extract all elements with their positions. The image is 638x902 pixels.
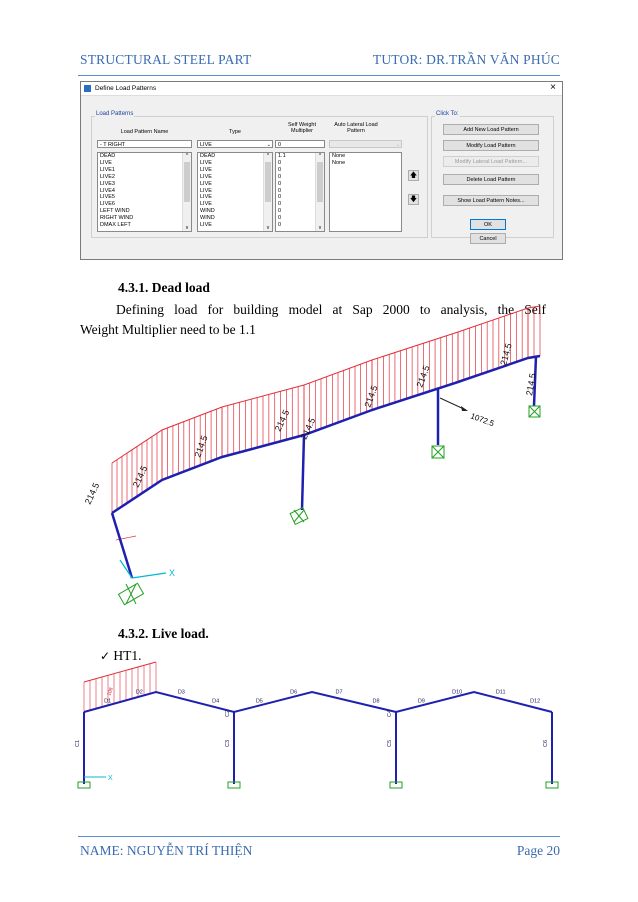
load-patterns-group-label: Load Patterns	[96, 111, 134, 117]
types-scrollbar[interactable]: ^ v	[263, 153, 272, 231]
section-heading-dead-load: 4.3.1. Dead load	[118, 280, 210, 295]
list-item-multiplier[interactable]: 0	[278, 194, 282, 201]
col-header-auto-lateral: Auto Lateral Load Pattern	[334, 122, 378, 134]
section-heading-live-load: 4.3.2. Live load.	[118, 626, 209, 641]
column-2	[302, 435, 304, 510]
modify-lateral-load-button[interactable]: Modify Lateral Load Pattern...	[443, 156, 539, 167]
live-load-label: 108	[106, 686, 115, 697]
column-label: C2	[225, 709, 231, 717]
load-value-label: 214.5	[272, 408, 292, 433]
list-item-type[interactable]: DEAD	[200, 153, 216, 159]
column-label: C5	[387, 739, 393, 747]
list-item-auto[interactable]: None	[332, 153, 346, 159]
column-label: C4	[387, 709, 393, 717]
move-down-button[interactable]: 🡇	[409, 196, 418, 203]
list-item-multiplier[interactable]: 0	[278, 201, 282, 208]
list-item-multiplier[interactable]: 0	[278, 215, 282, 222]
list-item-multiplier[interactable]: 0	[278, 159, 282, 166]
list-item-multiplier[interactable]: 0	[278, 222, 282, 229]
show-notes-button[interactable]: Show Load Pattern Notes...	[443, 195, 539, 206]
chevron-down-icon: ⌄	[266, 142, 271, 148]
member-labels	[75, 690, 549, 747]
beam-label: D12	[530, 698, 541, 705]
load-type-select[interactable]	[197, 140, 273, 148]
footer-right: Page 20	[516, 843, 560, 858]
point-load-label: 1072.5	[469, 411, 496, 429]
list-item-name[interactable]: RIGHT WIND	[100, 215, 134, 222]
bullet-ht1-text: HT1.	[113, 648, 142, 663]
list-item-name[interactable]: LIVE5	[100, 194, 115, 201]
load-value-label: 214.5	[298, 416, 318, 441]
header-left: STRUCTURAL STEEL PART	[80, 52, 252, 67]
list-item-type[interactable]: WIND	[200, 208, 215, 215]
beam-label: D9	[417, 698, 425, 705]
names-list[interactable]	[97, 152, 192, 232]
types-list[interactable]	[197, 152, 273, 232]
load-value-label: 214.5	[524, 372, 538, 397]
dialog-titlebar	[81, 82, 562, 96]
load-value-label: 214.5	[130, 464, 150, 489]
add-load-pattern-button[interactable]: Add New Load Pattern	[443, 124, 539, 135]
col-header-name: Load Pattern Name	[120, 129, 169, 135]
col-header-type: Type	[229, 129, 241, 135]
self-weight-input[interactable]: 0	[275, 140, 325, 148]
frame-columns	[84, 709, 552, 784]
define-load-patterns-dialog	[80, 81, 563, 260]
modify-load-pattern-button[interactable]: Modify Load Pattern	[443, 140, 539, 151]
beam-label: D7	[335, 689, 343, 696]
load-value-label: 214.5	[414, 364, 432, 389]
chevron-down-icon: ⌄	[395, 142, 400, 148]
distributed-load-hatch	[112, 306, 540, 540]
paragraph-line-2: Weight Multiplier need to be 1.1	[80, 322, 256, 337]
list-item-type[interactable]: LIVE	[200, 166, 212, 173]
load-value-label: 214.5	[82, 481, 102, 506]
list-item-type[interactable]: LIVE	[200, 201, 212, 208]
load-value-label: 214.5	[498, 342, 514, 367]
column-1	[112, 513, 132, 578]
list-item-type[interactable]: LIVE	[200, 222, 212, 229]
beam-label: D5	[255, 698, 263, 705]
load-pattern-name-input[interactable]: - T RIGHT	[97, 140, 192, 148]
multipliers-list[interactable]	[275, 152, 325, 232]
beam-label: D1	[104, 698, 112, 705]
column-label: C6	[543, 739, 549, 747]
click-to-label: Click To:	[436, 111, 459, 117]
axis-x-line	[132, 573, 166, 578]
list-item-name[interactable]: LIVE3	[100, 180, 115, 187]
list-item-name[interactable]: LIVE6	[100, 201, 115, 208]
dialog-title: Define Load Patterns	[95, 85, 157, 92]
beam-label: D6	[290, 689, 298, 696]
list-item-name[interactable]: LIVE	[100, 159, 112, 166]
list-item-multiplier[interactable]: 1.1	[278, 153, 286, 159]
list-item-name[interactable]: LIVE2	[100, 173, 115, 180]
list-item-type[interactable]: LIVE	[200, 180, 212, 187]
frame-member-path	[112, 356, 540, 513]
list-item-multiplier[interactable]: 0	[278, 173, 282, 180]
beam-label: D10	[452, 689, 463, 696]
beam-label: D11	[495, 689, 506, 696]
bullet-ht1	[100, 648, 142, 664]
col-header-self-weight: Self Weight Multiplier	[287, 122, 317, 134]
list-item-name[interactable]: LIVE1	[100, 166, 115, 173]
list-item-name[interactable]: DEAD	[100, 153, 116, 159]
list-item-multiplier[interactable]: 0	[278, 166, 282, 173]
load-value-label: 214.5	[362, 384, 380, 409]
delete-load-pattern-button[interactable]: Delete Load Pattern	[443, 174, 539, 185]
ok-button[interactable]: OK	[470, 219, 506, 230]
auto-lateral-select[interactable]	[329, 140, 402, 148]
list-item-name[interactable]: LEFT WIND	[100, 208, 130, 215]
list-item-multiplier[interactable]: 0	[278, 208, 282, 215]
live-load-hatch	[84, 662, 156, 712]
cancel-button[interactable]: Cancel	[470, 233, 506, 244]
list-item-name[interactable]: DMAX LEFT	[100, 222, 131, 229]
close-icon[interactable]: ×	[550, 82, 556, 93]
dead-load-diagram	[80, 340, 560, 620]
footer-left: NAME: NGUYỄN TRÍ THIỆN	[80, 843, 253, 858]
beam-label: D3	[177, 689, 185, 696]
auto-lateral-list[interactable]	[329, 152, 402, 232]
move-up-button[interactable]: 🡅	[409, 172, 418, 179]
list-item-type[interactable]: LIVE	[200, 187, 212, 194]
point-load-arrowhead	[461, 406, 468, 411]
support-icon	[118, 406, 540, 605]
beam-label: D8	[372, 698, 380, 705]
live-load-diagram	[76, 672, 566, 794]
footer-rule	[78, 836, 560, 837]
beam-label: D4	[212, 698, 220, 705]
list-item-type[interactable]: LIVE	[200, 159, 212, 166]
load-value-label: 214.5	[192, 434, 210, 459]
list-item-multiplier[interactable]: 0	[278, 180, 282, 187]
list-item-type[interactable]: LIVE	[200, 194, 212, 201]
app-icon	[84, 85, 91, 92]
axis-x-label: X	[169, 568, 176, 578]
dead-load-paragraph	[80, 300, 546, 340]
column-label: C1	[75, 739, 81, 747]
base-supports	[78, 782, 558, 788]
header-rule	[78, 75, 560, 76]
list-item-type[interactable]: WIND	[200, 215, 215, 222]
column-label: C3	[225, 739, 231, 747]
load-type-value: LIVE	[200, 142, 212, 148]
axis-x-label: X	[108, 775, 113, 782]
multipliers-scrollbar[interactable]: ^ v	[315, 153, 324, 231]
paragraph-line-1: Defining load for building model at Sap 2000 to analysis, the Self	[116, 302, 546, 317]
header-right: TUTOR: DR.TRẦN VĂN PHÚC	[372, 52, 560, 67]
checkmark-icon: ✓	[100, 649, 111, 663]
list-item-type[interactable]: LIVE	[200, 173, 212, 180]
beam-label: D2	[135, 689, 143, 696]
list-item-auto[interactable]: None	[332, 159, 346, 166]
list-item-name[interactable]: LIVE4	[100, 187, 115, 194]
names-scrollbar[interactable]: ^ v	[182, 153, 191, 231]
list-item-multiplier[interactable]: 0	[278, 187, 282, 194]
